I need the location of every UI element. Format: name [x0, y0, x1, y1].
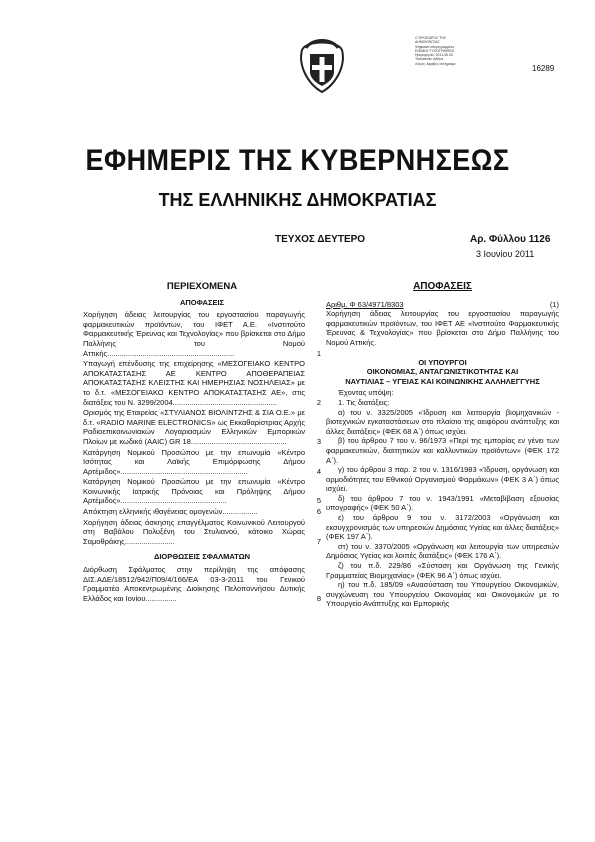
- page-number: 8: [316, 593, 321, 603]
- paragraph: β) του άρθρου 7 του ν. 96/1973 «Περί της εμπορίας εν γένει των φαρμακευτικών, διαιτητικών και καλλυντικών προϊόντων» (ΦΕΚ 172 Α΄).: [326, 436, 559, 465]
- contents-entry: Χορήγηση άδειας άσκησης επαγγέλματος Κοινωνικού Λειτουργού στη Βαβάλου Πολυξένη του Στυλιανού, κάτοικο Χώρας Σαμοθράκης........................ 7: [83, 517, 321, 546]
- contents-entry: Απόκτηση ελληνικής ιθαγένειας ομογενών................. 6: [83, 507, 321, 517]
- paragraph: Έχοντας υπόψη:: [338, 388, 394, 398]
- issue-label: ΤΕΥΧΟΣ ΔΕΥΤΕΡΟ: [275, 234, 366, 245]
- contents-entry: Ορισμός της Εταιρείας «ΣΤΥΛΙΑΝΟΣ ΒΙΟΛΙΝΤΖΗΣ & ΣΙΑ Ο.Ε.» με δ.τ. «RADIO MARINE ELECTRONICS» ως Εκκαθαρίστριας Αρχής Ραδιοεπικοινωνιακών Λογαριασμών Ελληνικών Εμπορικών Πλοίων με κωδικό (AAIC) GR 18.............................................. 3: [83, 408, 321, 446]
- greek-coat-of-arms-icon: [296, 36, 348, 94]
- contents-title: ΠΕΡΙΕΧΟΜΕΝΑ: [166, 281, 238, 292]
- paragraph: στ) του ν. 3370/2005 «Οργάνωση και λειτουργία των υπηρεσιών Δημόσιας Υγείας και λοιπές διατάξεις» (ΦΕΚ 176 Α΄).: [326, 541, 559, 561]
- page-number: 7: [316, 536, 321, 546]
- errata-entry: Διόρθωση Σφάλματος στην περίληψη της απόφασης ΔΙΣ.ΑΔΕ/18512/942/Π09/4/166/ΕΑ 03-3-2011 του Γενικού Γραμματέα Αποκεντρωμένης Διοίκησης Πελοποννήσου Δυτικής Ελλάδος και Ιονίου............... 8: [83, 565, 321, 603]
- page-number: 6: [316, 507, 321, 517]
- document-code: 16289: [532, 64, 555, 73]
- contents-entry: Υπαγωγή επένδυσης της επιχείρησης «ΜΕΣΟΓΕΙΑΚΟ ΚΕΝΤΡΟ ΑΠΟΚΑΤΑΣΤΑΣΗΣ ΑΕ ΚΕΝΤΡΟ ΑΠΟΘΕΡΑΠΕΙΑΣ ΑΠΟΚΑΤΑΣΤΑΣΗΣ ΚΛΕΙΣΤΗΣ ΚΑΙ ΗΜΕΡΗΣΙΑΣ ΝΟΣΗΛΕΙΑΣ» με το δ.τ. «ΜΕΣΟΓΕΙΑΚΟ ΚΕΝΤΡΟ ΑΠΟΚΑΤΑΣΤΑΣΗΣ ΑΕ», στις διατάξεις του Ν. 3299/2004.................................................. 2: [83, 359, 321, 407]
- contents-decisions-heading: ΑΠΟΦΑΣΕΙΣ: [179, 297, 225, 307]
- paragraph: γ) του άρθρου 3 παρ. 2 του ν. 1316/1983 «Ίδρυση, οργάνωση και αρμοδιότητες του Εθνικού Οργανισμού Φαρμάκων» (ΦΕΚ 3 Α΄) όπως ισχύει.: [326, 465, 559, 494]
- paragraph: ε) του άρθρου 9 του ν. 3172/2003 «Οργάνωση και εκσυγχρονισμός των υπηρεσιών Δημόσιας Υγείας και άλλες διατάξεις» (ΦΕΚ 197 Α΄).: [326, 513, 559, 542]
- gazette-subtitle: ΤΗΣ ΕΛΛΗΝΙΚΗΣ ΔΗΜΟΚΡΑΤΙΑΣ: [158, 190, 437, 210]
- paragraph: η) του π.δ. 185/09 «Ανασύσταση του Υπουργείου Οικονομικών, συγχώνευση του Υπουργείου Οικονομίας και Οικονομικών με το Υπουργείο Ανάπτυξης και Εμπορικής: [326, 580, 559, 609]
- page-number: 1: [316, 348, 321, 358]
- ministers-heading: ΟΙ ΥΠΟΥΡΓΟΙ ΟΙΚΟΝΟΜΙΑΣ, ΑΝΤΑΓΩΝΙΣΤΙΚΟΤΗΤΑΣ ΚΑΙ ΝΑΥΤΙΛΙΑΣ – ΥΓΕΙΑΣ ΚΑΙ ΚΟΙΝΩΝΙΚΗΣ ΑΛΛΗΛΕΓΓΥΗΣ: [345, 357, 540, 386]
- page-number: 5: [316, 496, 321, 506]
- decisions-column: [326, 282, 559, 609]
- page-number: 4: [316, 466, 321, 476]
- contents-entry: Κατάργηση Νομικού Προσώπου με την επωνυμία «Κέντρο Κοινωνικής Ιατρικής Πρόνοιας και Πρόληψης Δήμου Αρτέμιδος»................................................... 5: [83, 477, 321, 506]
- paragraph: α) του ν. 3325/2005 «Ίδρυση και λειτουργία βιομηχανικών - βιοτεχνικών εγκαταστάσεων στο πλαίσιο της αειφόρου ανάπτυξης και άλλες διατάξεις» (ΦΕΚ 68 Α΄) όπως ισχύει.: [326, 407, 559, 436]
- decision-reference: Αριθμ. Φ 63/4971/8303 (1): [326, 299, 559, 309]
- contents-entry: Κατάργηση Νομικού Προσώπου με την επωνυμία «Κέντρο Ισότητας και Λαϊκής Επιμόρφωσης Δήμου Αρτέμιδος»............................................................. 4: [83, 447, 321, 476]
- digital-signature-imprint: Ο ΠΡΟΕΔΡΟΣ ΤΗΣ ΔΗΜΟΚΡΑΤΙΑΣ Ψηφιακά υπογεγραμμένο ΕΘΝΙΚΟ ΤΥΠΟΓΡΑΦΕΙΟ Ημερομηνία: 2011.06.03 Τοποθεσία: Αθήνα Λόγος: Ακριβές αντίγραφο: [415, 36, 456, 66]
- paragraph: 1. Τις διατάξεις:: [338, 397, 390, 407]
- paragraph: ζ) του π.δ. 229/86 «Σύσταση και Οργάνωση της Γενικής Γραμματείας Βιομηχανίας» (ΦΕΚ 96 Α΄) όπως ισχύει.: [326, 561, 559, 580]
- gazette-title: ΕΦΗΜΕΡΙΣ ΤΗΣ ΚΥΒΕΡΝΗΣΕΩΣ: [85, 144, 510, 177]
- contents-column: [83, 282, 321, 604]
- decision-summary: Χορήγηση άδειας λειτουργίας του εργοστασίου παραγωγής φαρμακευτικών προϊόντων, του ΙΦΕΤ ΑΕ «Ινστιτούτο Φαρμακευτικής Έρευνας & Τεχνολογίας» που βρίσκεται στο Δήμο Παλλήνης του Νομού Αττικής.: [326, 309, 559, 347]
- errata-heading: ΔΙΟΡΘΩΣΕΙΣ ΣΦΑΛΜΑΤΩΝ: [153, 552, 251, 562]
- page-number: 3: [316, 436, 321, 446]
- issue-date: 3 Ιουνίου 2011: [476, 249, 535, 259]
- decisions-title: ΑΠΟΦΑΣΕΙΣ: [413, 281, 472, 292]
- sheet-number: Αρ. Φύλλου 1126: [470, 234, 551, 245]
- page-number: 2: [316, 397, 321, 407]
- paragraph: δ) του άρθρου 7 του ν. 1943/1991 «Μεταβίβαση εξουσίας υπογραφής» (ΦΕΚ 50 Α΄).: [326, 493, 559, 513]
- contents-entry: Χορήγηση άδειας λειτουργίας του εργοστασίου παραγωγής φαρμακευτικών προϊόντων, του ΙΦΕΤ Α.Ε. «Ινστιτούτο Φαρμακευτικής Έρευνας και Τεχνολογίας» που βρίσκεται στο Δήμο Παλλήνης του Νομού Αττικής............................................................. 1: [83, 310, 321, 358]
